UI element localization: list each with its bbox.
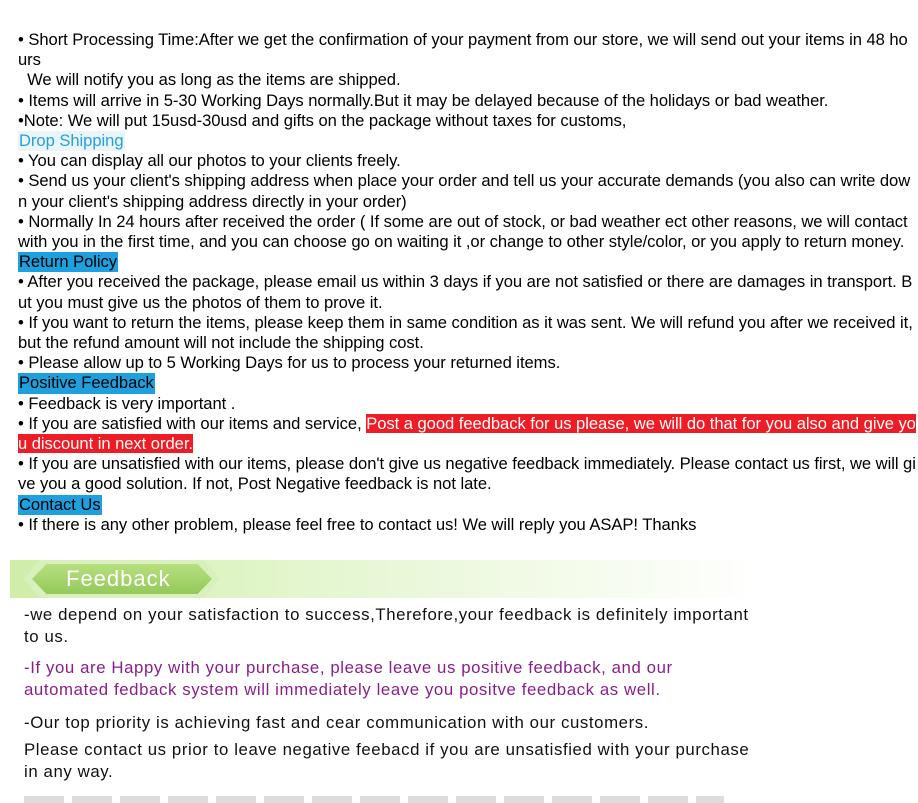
return-policy-heading: Return Policy <box>19 252 118 272</box>
contact-us-section <box>18 495 916 515</box>
positive-feedback-heading: Positive Feedback <box>19 373 154 393</box>
return-policy-item: • Please allow up to 5 Working Days for us to process your returned items. <box>18 353 561 373</box>
processing-time-text: • Short Processing Time:After we get the confirmation of your payment from our store, we will send out your items in 48 hours <box>18 30 908 70</box>
positive-feedback-item: • If you are unsatisfied with our items, please don't give us negative feedback immediately. Please contact us first, we will give you a good solution. If not, Post Negative feedback is not late. <box>18 454 916 494</box>
positive-feedback-highlight: Post a good feedback for us please, we will do that for you also and give you discount in next order. <box>18 413 916 454</box>
drop-shipping-item: • Normally In 24 hours after received the order ( If some are out of stock, or bad weather ect other reasons, we will contact with you in the first time, and you can choose go on waiting it ,or change to other style/color, or you apply to return money. <box>18 211 913 252</box>
feedback-paragraph: Please contact us prior to leave negative feebacd if you are unsatisfied with your purchase in any way. <box>24 740 750 781</box>
positive-feedback-item: • Feedback is very important . <box>18 393 236 413</box>
return-policy-section <box>18 252 916 272</box>
store-policy-text <box>18 30 916 535</box>
drop-shipping-heading: Drop Shipping <box>19 131 124 151</box>
drop-shipping-item: • Send us your client's shipping address when place your order and tell us your accurate demands (you also can write down your client's shipping address directly in your order) <box>18 171 911 211</box>
feedback-paragraph-highlight: -If you are Happy with your purchase, please leave us positive feedback, and our automated fedback system will immediately leave you positve feedback as well. <box>24 658 673 699</box>
feedback-paragraph: -we depend on your satisfaction to success,Therefore,your feedback is definitely important to us. <box>24 605 749 646</box>
positive-feedback-prefix: • If you are satisfied with our items and service, <box>18 413 367 433</box>
contact-us-item: • If there is any other problem, please feel free to contact us! We will reply you ASAP! Thanks <box>18 514 697 534</box>
feedback-paragraph: -Our top priority is achieving fast and cear communication with our customers. <box>24 713 650 732</box>
positive-feedback-section <box>18 373 916 393</box>
return-policy-item: • If you want to return the items, please keep them in same condition as it was sent. We will refund you after we received it, but the refund amount will not include the shipping cost. <box>18 312 918 353</box>
contact-us-heading: Contact Us <box>19 494 101 514</box>
feedback-banner-image <box>10 560 760 803</box>
return-policy-item: • After you received the package, please email us within 3 days if you are not satisfied or there are damages in transport. But you must give us the photos of them to prove it. <box>18 272 913 312</box>
positive-feedback-item <box>18 414 916 454</box>
customs-note-text: •Note: We will put 15usd-30usd and gifts on the package without taxes for customs, <box>18 110 627 130</box>
feedback-title: Feedback <box>66 566 171 591</box>
drop-shipping-item: • You can display all our photos to your clients freely. <box>18 151 401 171</box>
notify-text: We will notify you as long as the items are shipped. <box>18 70 401 90</box>
drop-shipping-section <box>18 131 916 151</box>
feedback-cutoff-line <box>24 796 724 803</box>
delivery-time-text: • Items will arrive in 5-30 Working Days normally.But it may be delayed because of the holidays or bad weather. <box>18 90 829 110</box>
